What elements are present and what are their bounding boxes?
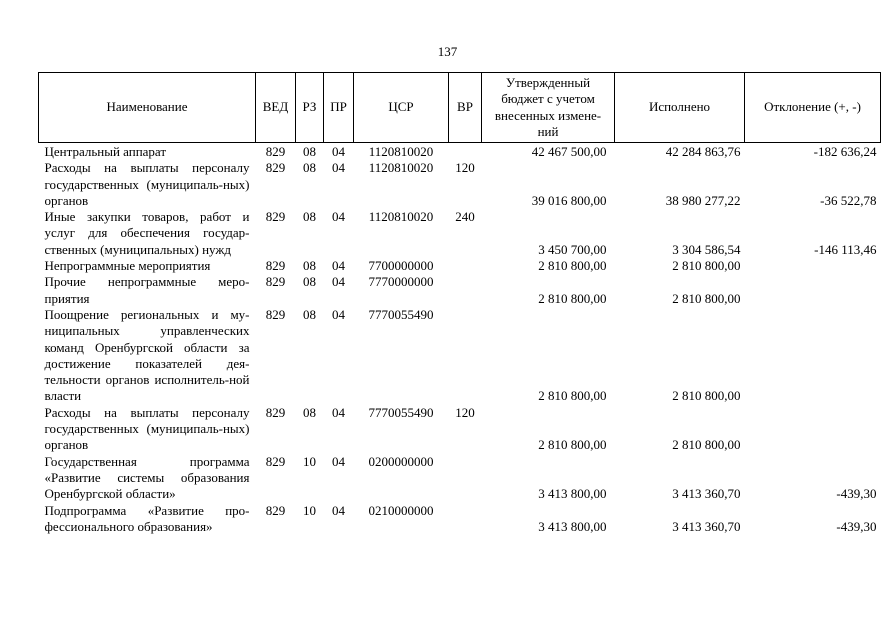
row-executed: 38 980 277,22 xyxy=(665,192,741,208)
row-csr: 7770055490 xyxy=(368,404,434,420)
row-ved: 829 xyxy=(265,160,286,176)
table-row xyxy=(39,209,881,258)
row-pr: 04 xyxy=(332,306,345,322)
row-executed: 2 810 800,00 xyxy=(672,290,741,306)
table-row xyxy=(39,160,881,209)
row-deviation: -36 522,78 xyxy=(820,192,877,208)
row-executed: 2 810 800,00 xyxy=(672,258,741,274)
row-approved: 2 810 800,00 xyxy=(538,258,607,274)
row-vr xyxy=(449,454,482,503)
header-name: Наименование xyxy=(39,73,256,143)
row-executed: 42 284 863,76 xyxy=(665,144,741,159)
row-name: Прочие непрограммные меро-приятия xyxy=(44,274,250,306)
row-rz: 08 xyxy=(303,258,316,274)
row-csr: 7700000000 xyxy=(368,258,434,274)
row-csr: 1120810020 xyxy=(368,144,434,159)
row-approved: 39 016 800,00 xyxy=(531,192,607,208)
row-vr: 120 xyxy=(455,404,475,420)
row-approved: 2 810 800,00 xyxy=(538,388,607,404)
row-approved: 3 413 800,00 xyxy=(538,518,607,534)
header-executed: Исполнено xyxy=(615,73,745,143)
table-row xyxy=(39,274,881,307)
row-executed: 2 810 800,00 xyxy=(672,388,741,404)
row-name: Иные закупки товаров, работ и услуг для обеспечения государ-ственных (муниципальных) нужд xyxy=(44,209,250,257)
row-ved: 829 xyxy=(265,258,286,274)
row-name: Расходы на выплаты персоналу государственных (муниципаль-ных) органов xyxy=(44,404,250,453)
row-vr xyxy=(449,143,482,161)
row-name: Центральный аппарат xyxy=(44,144,167,159)
row-approved: 2 810 800,00 xyxy=(538,437,607,453)
table-row xyxy=(39,307,881,405)
row-deviation: -439,30 xyxy=(836,518,877,534)
row-rz: 08 xyxy=(303,209,316,225)
row-csr: 1120810020 xyxy=(368,209,434,225)
row-pr: 04 xyxy=(332,209,345,225)
row-approved: 2 810 800,00 xyxy=(538,290,607,306)
row-name: Государственная программа «Развитие системы образования Оренбургской области» xyxy=(44,453,250,502)
header-deviation: Отклонение (+, -) xyxy=(745,73,881,143)
table-row xyxy=(39,503,881,536)
row-rz: 08 xyxy=(303,160,316,176)
row-name: Расходы на выплаты персоналу государственных (муниципаль-ных) органов xyxy=(44,160,250,208)
row-csr: 0210000000 xyxy=(368,502,434,518)
row-deviation xyxy=(745,405,881,454)
row-ved: 829 xyxy=(265,453,286,469)
row-pr: 04 xyxy=(332,160,345,176)
row-executed: 3 413 360,70 xyxy=(672,518,741,534)
row-pr: 04 xyxy=(332,274,345,290)
row-ved: 829 xyxy=(265,209,286,225)
table-row xyxy=(39,258,881,274)
row-pr: 04 xyxy=(332,144,345,159)
row-pr: 04 xyxy=(332,258,345,274)
row-name: Подпрограмма «Развитие про-фессионального образования» xyxy=(44,502,250,534)
table-row xyxy=(39,454,881,503)
row-rz: 08 xyxy=(303,144,316,159)
row-vr xyxy=(449,274,482,307)
row-pr: 04 xyxy=(332,453,345,469)
header-pr: ПР xyxy=(324,73,354,143)
row-approved: 42 467 500,00 xyxy=(531,144,607,159)
row-deviation: -439,30 xyxy=(836,486,877,502)
row-approved: 3 413 800,00 xyxy=(538,486,607,502)
row-name: Непрограммные мероприятия xyxy=(44,258,211,274)
row-csr: 7770055490 xyxy=(368,306,434,322)
table-row xyxy=(39,405,881,454)
budget-execution-table xyxy=(38,72,881,535)
row-deviation: -146 113,46 xyxy=(814,241,877,257)
row-deviation xyxy=(745,307,881,405)
row-vr: 240 xyxy=(455,209,475,225)
row-ved: 829 xyxy=(265,306,286,322)
row-deviation xyxy=(745,274,881,307)
row-vr xyxy=(449,258,482,274)
header-rz: РЗ xyxy=(296,73,324,143)
header-vr: ВР xyxy=(449,73,482,143)
page-number: 137 xyxy=(437,44,458,59)
row-executed: 3 304 586,54 xyxy=(672,241,741,257)
row-rz: 10 xyxy=(303,453,316,469)
row-executed: 2 810 800,00 xyxy=(672,437,741,453)
table-row xyxy=(39,143,881,161)
row-rz: 08 xyxy=(303,404,316,420)
row-approved: 3 450 700,00 xyxy=(538,241,607,257)
row-vr xyxy=(449,503,482,536)
header-approved-budget: Утвержденный бюджет с учетом внесенных измене-ний xyxy=(482,73,615,143)
row-name: Поощрение региональных и му-ниципальных управленческих команд Оренбургской области за достижение показателей дея-тельности органов исполнитель-ной власти xyxy=(44,306,250,404)
row-executed: 3 413 360,70 xyxy=(672,486,741,502)
row-csr: 0200000000 xyxy=(368,453,434,469)
row-deviation xyxy=(745,258,881,274)
row-deviation: -182 636,24 xyxy=(813,144,877,159)
row-ved: 829 xyxy=(265,144,286,159)
table-header-row xyxy=(39,73,881,143)
header-ved: ВЕД xyxy=(256,73,296,143)
row-pr: 04 xyxy=(332,404,345,420)
row-pr: 04 xyxy=(332,502,345,518)
row-ved: 829 xyxy=(265,274,286,290)
row-csr: 1120810020 xyxy=(368,160,434,176)
row-rz: 08 xyxy=(303,274,316,290)
row-vr xyxy=(449,307,482,405)
header-csr: ЦСР xyxy=(354,73,449,143)
row-vr: 120 xyxy=(455,160,475,176)
row-rz: 08 xyxy=(303,306,316,322)
row-ved: 829 xyxy=(265,502,286,518)
row-rz: 10 xyxy=(303,502,316,518)
row-csr: 7770000000 xyxy=(368,274,434,290)
row-ved: 829 xyxy=(265,404,286,420)
